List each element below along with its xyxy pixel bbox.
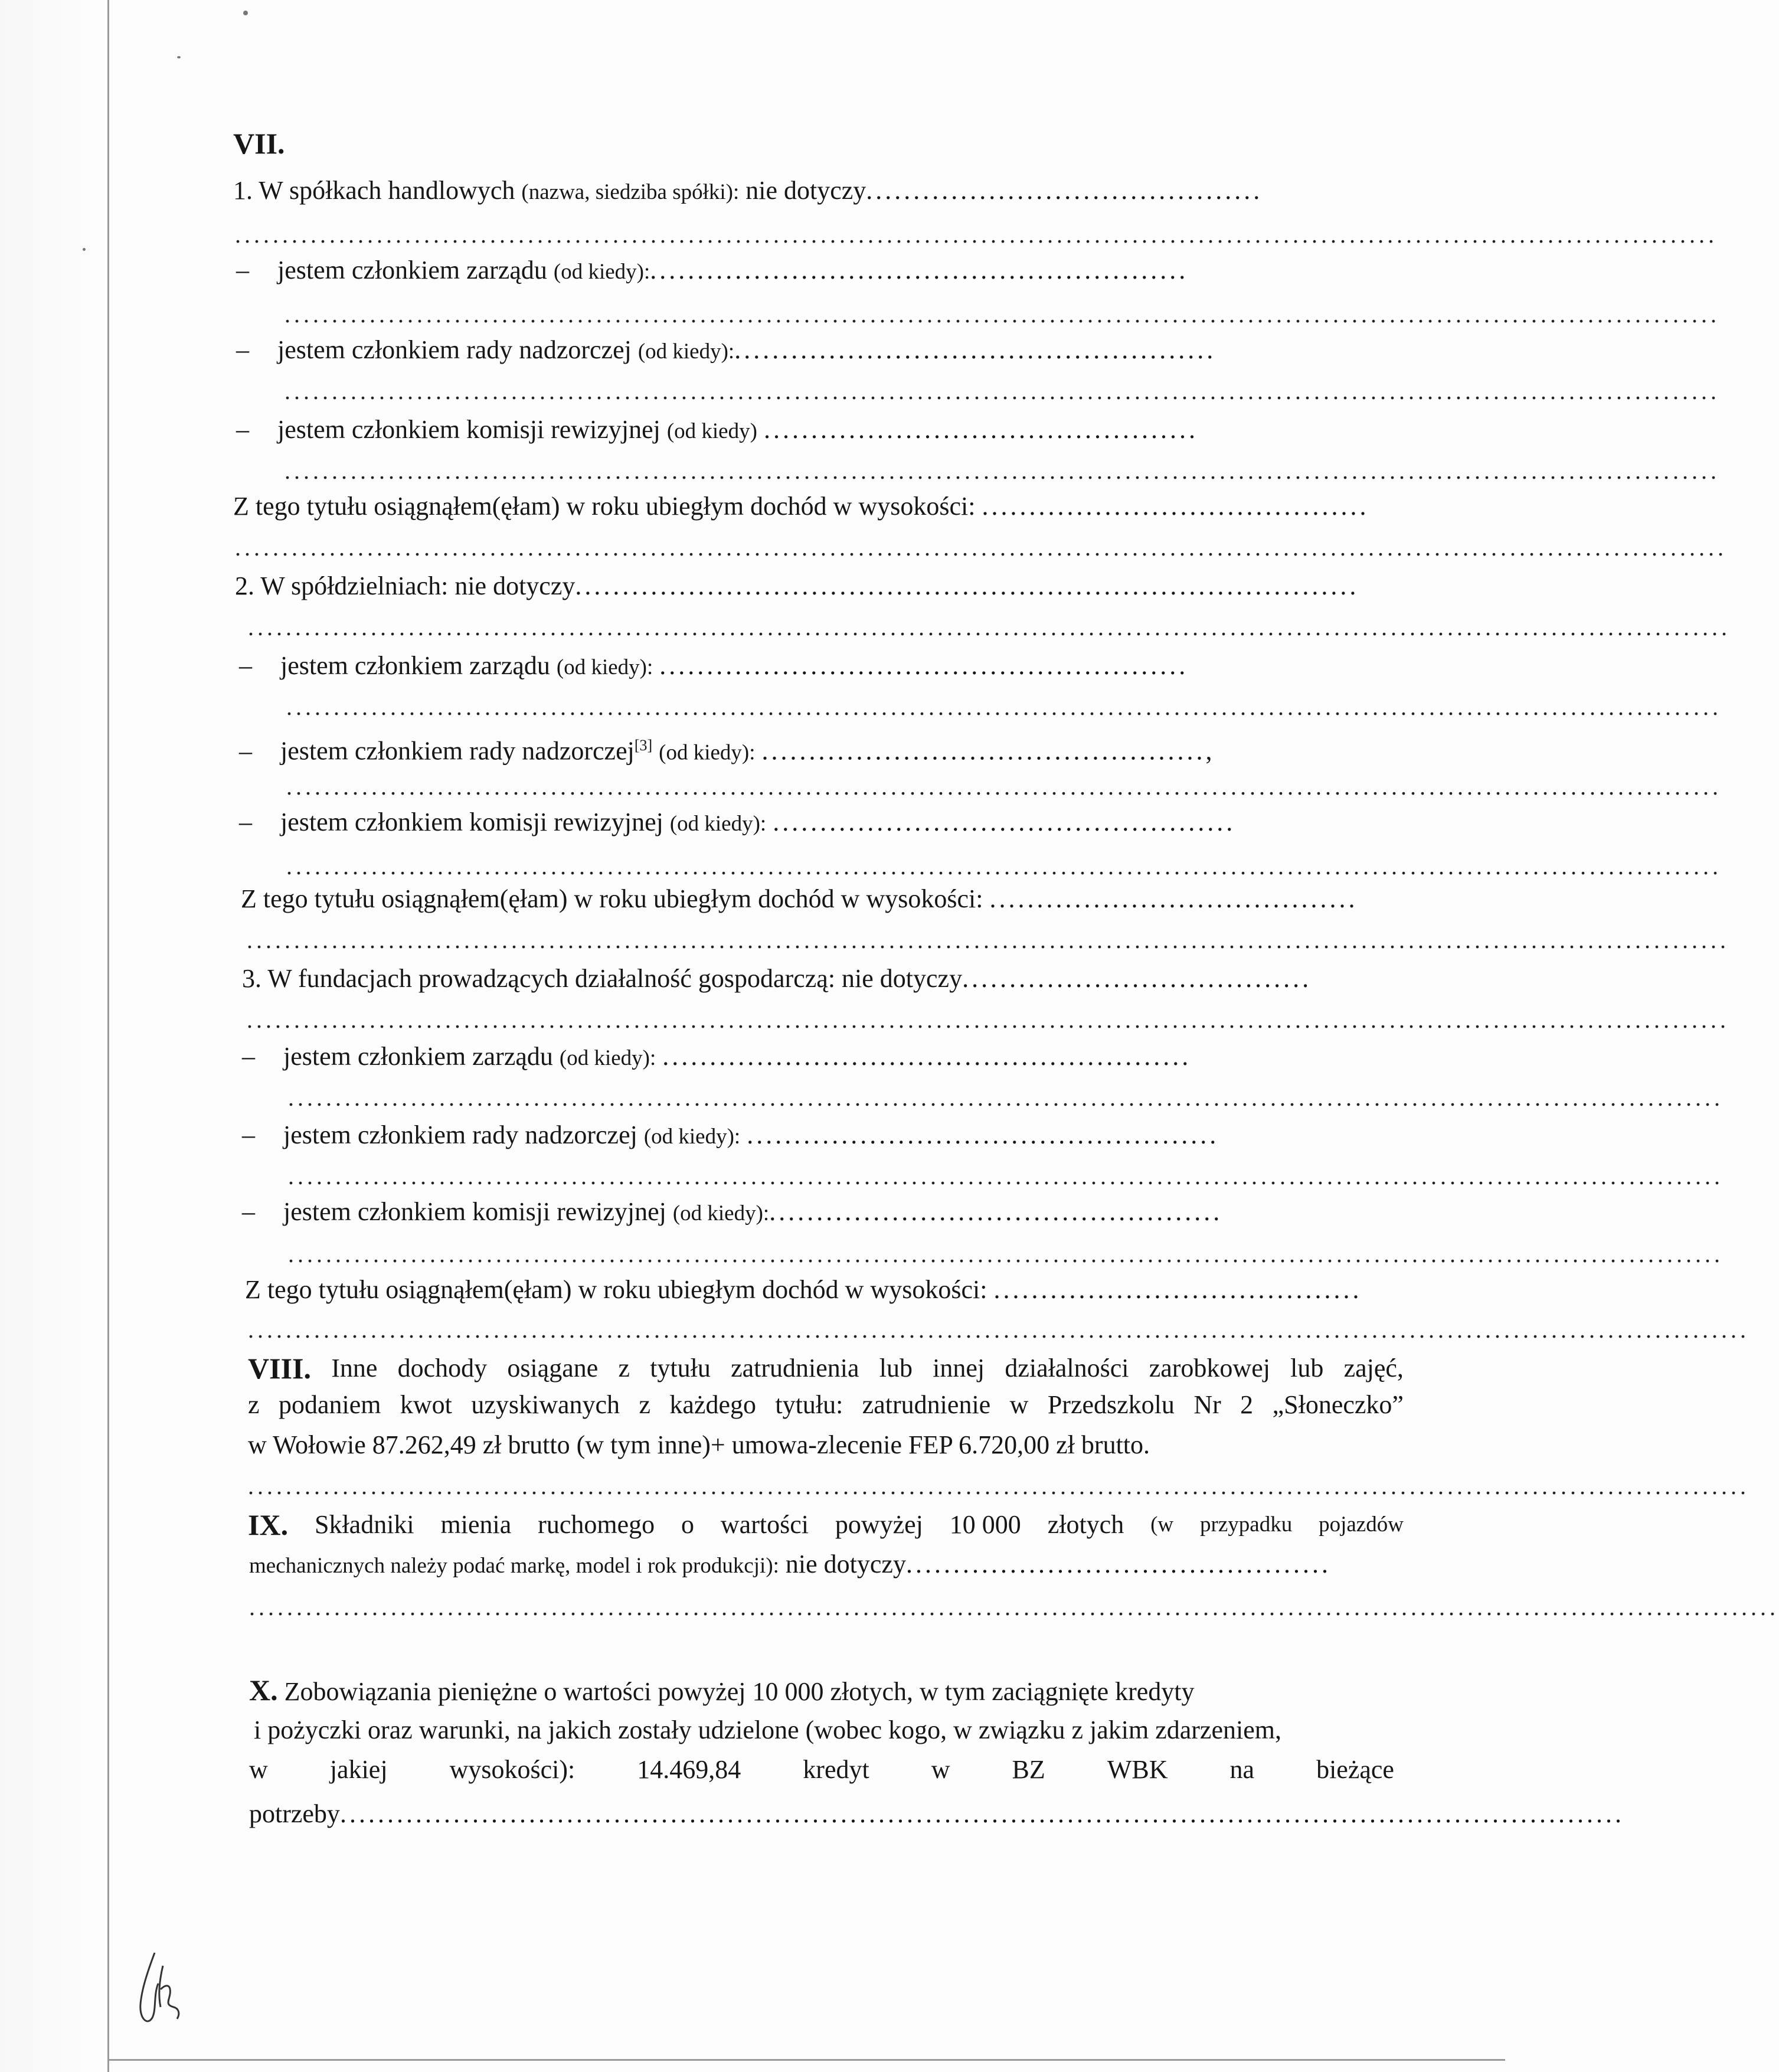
scan-border-bottom <box>107 2059 1505 2061</box>
word: Inne <box>331 1354 378 1383</box>
section-x-line-2: i pożyczki oraz warunki, na jakich zostały udzielone (wobec kogo, w związku z jakim zdarzeniem, <box>254 1715 1281 1744</box>
item-label: jestem członkiem zarządu <box>277 256 547 285</box>
dot-line: ............................................................................................................................................................. <box>247 1006 1729 1033</box>
ix-hint: mechanicznych należy podać markę, model i rok produkcji): <box>249 1554 779 1578</box>
dot-leader: ........................................................ <box>662 1042 1192 1071</box>
word: pojazdów <box>1319 1512 1404 1537</box>
section-vii-heading: VII. <box>233 127 285 160</box>
section-ix-line-1 <box>248 1508 1404 1541</box>
word: Przedszkolu <box>1047 1390 1175 1419</box>
p2-income-line <box>241 883 1358 916</box>
word: o <box>681 1510 694 1539</box>
word: dochody <box>397 1354 488 1383</box>
word: WBK <box>1107 1755 1168 1784</box>
word: 10 000 <box>949 1510 1021 1539</box>
dot-line: ........................................................................................................................................................ <box>286 694 1722 720</box>
point-3-value: nie dotyczy <box>842 964 963 993</box>
section-x-line-3 <box>249 1753 1394 1786</box>
word: w <box>931 1755 950 1784</box>
scan-speck <box>83 248 86 251</box>
p1-item-supervisory: – jestem członkiem rady nadzorczej (od kiedy):................................................... <box>236 335 1216 364</box>
word: złotych <box>1047 1510 1124 1539</box>
section-viii-heading: VIII. <box>248 1352 311 1385</box>
word: ruchomego <box>538 1510 655 1539</box>
p2-item-board: – jestem członkiem zarządu (od kiedy): ........................................................ <box>239 651 1189 680</box>
dot-leader: ..................................... <box>962 964 1312 993</box>
section-x-line-1 <box>249 1674 1195 1708</box>
word: kredyt <box>803 1755 869 1784</box>
word: w <box>249 1755 268 1784</box>
item-label: jestem członkiem komisji rewizyjnej <box>280 808 663 836</box>
dot-line: .............................................................................................................................................................. <box>235 534 1727 561</box>
dot-leader: ........................................................................................................................................ <box>339 1799 1624 1828</box>
p3-income-line <box>245 1273 1362 1306</box>
scan-speck <box>177 56 181 58</box>
word: z <box>639 1390 650 1419</box>
word: z <box>618 1354 630 1383</box>
word: w <box>1009 1390 1029 1419</box>
word: podaniem <box>278 1390 381 1419</box>
dot-line: ........................................................................................................................................................ <box>288 1163 1724 1189</box>
point-3-label: 3. W fundacjach prowadzących działalność gospodarczą: <box>242 964 836 993</box>
item-label: jestem członkiem komisji rewizyjnej <box>277 415 660 444</box>
scan-margin <box>0 0 106 2072</box>
item-hint: (od kiedy): <box>659 740 756 765</box>
word: BZ <box>1012 1755 1045 1784</box>
item-label: jestem członkiem zarządu <box>280 651 550 680</box>
p1-item-board: – jestem członkiem zarządu (od kiedy):......................................................... <box>236 256 1189 285</box>
item-hint: (od kiedy): <box>669 812 767 836</box>
scan-border-left <box>107 0 109 2072</box>
p2-item-audit: – jestem członkiem komisji rewizyjnej (od kiedy): ................................................. <box>239 808 1236 836</box>
section-vii-point-3 <box>242 962 1312 995</box>
dot-line: ........................................................................................................................................................ <box>286 773 1722 800</box>
section-viii-line-2 <box>248 1388 1404 1421</box>
word: z <box>248 1390 260 1419</box>
word: zatrudnienia <box>731 1354 859 1383</box>
section-x-heading: X. <box>249 1674 278 1707</box>
item-hint: (od kiedy): <box>672 1201 770 1225</box>
dot-leader: ................................................................................... <box>575 571 1359 600</box>
section-x-end: potrzeby <box>249 1799 340 1828</box>
dot-line: ............................................................................................................................................................. <box>247 927 1729 953</box>
word: tytułu: <box>775 1390 843 1419</box>
dot-leader: ................................................. <box>773 808 1236 836</box>
word: każdego <box>669 1390 756 1419</box>
section-x-text: Zobowiązania pieniężne o wartości powyżej 10 000 złotych, w tym zaciągnięte kredyty <box>284 1677 1195 1706</box>
dot-line: ............................................................................................................................................................... <box>248 1473 1749 1499</box>
dot-leader: ........................................................ <box>659 651 1189 680</box>
word: „Słoneczko” <box>1272 1390 1404 1419</box>
dot-leader: ................................................ <box>769 1197 1223 1226</box>
dot-leader: .................................................. <box>747 1120 1219 1149</box>
word: wysokości): <box>449 1755 575 1784</box>
dot-line: ............................................................................................................................................................... <box>248 1316 1749 1343</box>
word: bieżące <box>1316 1755 1394 1784</box>
dot-line: ........................................................................................................................................................ <box>288 1084 1724 1111</box>
p3-item-board: – jestem członkiem zarządu (od kiedy): ........................................................ <box>242 1042 1192 1071</box>
word: Składniki <box>314 1510 414 1539</box>
point-1-hint: (nazwa, siedziba spółki): <box>521 180 740 204</box>
dot-line: .................................................................................................................................................................. <box>249 1594 1779 1620</box>
word: lub <box>879 1354 913 1383</box>
section-ix-line-2 <box>249 1548 1331 1583</box>
dot-line: ............................................................................................................................................................. <box>235 221 1718 248</box>
section-vii-point-2 <box>235 570 1359 603</box>
dot-leader: ....................................... <box>989 884 1358 913</box>
word: przypadku <box>1200 1512 1293 1537</box>
dot-line: ............................................................................................................................................................. <box>248 614 1731 640</box>
item-hint: (od kiedy): <box>637 339 735 364</box>
p1-item-audit: – jestem członkiem komisji rewizyjnej (od kiedy) .............................................. <box>236 415 1198 444</box>
item-hint: (od kiedy): <box>553 260 650 284</box>
footnote-ref: [3] <box>634 737 653 754</box>
point-1-value: nie dotyczy <box>745 176 866 205</box>
dot-line: ........................................................................................................................................................ <box>284 378 1720 404</box>
dot-leader: .......................................... <box>866 176 1263 205</box>
word: Nr <box>1193 1390 1221 1419</box>
section-viii-line-3: w Wołowie 87.262,49 zł brutto (w tym inne)+ umowa-zlecenie FEP 6.720,00 zł brutto. <box>248 1430 1150 1459</box>
p1-income-line <box>233 490 1369 523</box>
p3-item-audit: – jestem członkiem komisji rewizyjnej (od kiedy):................................................ <box>242 1197 1223 1226</box>
section-x-line-4 <box>249 1798 1624 1831</box>
item-hint: (od kiedy) <box>666 419 757 443</box>
word: wartości <box>720 1510 809 1539</box>
dot-leader: ..............................................., <box>761 736 1215 766</box>
item-label: jestem członkiem zarządu <box>283 1042 553 1071</box>
dot-leader: ......................................................... <box>650 256 1189 285</box>
word: 2 <box>1240 1390 1254 1419</box>
word: (w <box>1150 1512 1174 1537</box>
word: zatrudnienie <box>862 1390 991 1419</box>
word: uzyskiwanych <box>471 1390 620 1419</box>
dot-leader: ............................................. <box>905 1550 1331 1578</box>
word: innej <box>933 1354 985 1383</box>
scan-speck <box>243 11 248 15</box>
income-label: Z tego tytułu osiągnąłem(ęłam) w roku ubiegłym dochód w wysokości: <box>245 1275 987 1304</box>
section-ix-value: nie dotyczy <box>785 1550 906 1578</box>
word: powyżej <box>835 1510 923 1539</box>
word: kwot <box>400 1390 452 1419</box>
point-1-label: 1. W spółkach handlowych <box>233 176 515 205</box>
item-label: jestem członkiem rady nadzorczej <box>277 335 632 364</box>
item-label: jestem członkiem komisji rewizyjnej <box>283 1197 666 1226</box>
word: lub <box>1290 1354 1324 1383</box>
dot-leader: ......................................... <box>982 492 1369 521</box>
word: zarobkowej <box>1149 1354 1270 1383</box>
word: działalności <box>1005 1354 1129 1383</box>
word: zajęć, <box>1343 1354 1404 1383</box>
income-label: Z tego tytułu osiągnąłem(ęłam) w roku ubiegłym dochód w wysokości: <box>241 884 983 913</box>
p3-item-supervisory: – jestem członkiem rady nadzorczej (od kiedy): .................................................. <box>242 1120 1219 1149</box>
income-label: Z tego tytułu osiągnąłem(ęłam) w roku ubiegłym dochód w wysokości: <box>233 492 976 521</box>
p2-item-supervisory: – jestem członkiem rady nadzorczej[3] (od kiedy): ..............................................., <box>239 736 1215 766</box>
word: jakiej <box>329 1755 388 1784</box>
dot-leader: .............................................. <box>763 415 1198 444</box>
word: na <box>1229 1755 1255 1784</box>
item-label: jestem członkiem rady nadzorczej <box>280 736 635 766</box>
handwritten-signature <box>124 1948 189 2031</box>
item-hint: (od kiedy): <box>556 655 653 679</box>
dot-line: ........................................................................................................................................................ <box>284 301 1720 328</box>
dot-line: ........................................................................................................................................................ <box>286 853 1722 880</box>
item-hint: (od kiedy): <box>559 1046 656 1070</box>
point-2-label: 2. W spółdzielniach: <box>235 571 449 600</box>
word: 14.469,84 <box>637 1755 741 1784</box>
word: tytułu <box>650 1354 711 1383</box>
dot-line: ........................................................................................................................................................ <box>288 1241 1724 1267</box>
dot-line: ........................................................................................................................................................ <box>284 457 1720 484</box>
word: osiągane <box>507 1354 599 1383</box>
point-2-value: nie dotyczy <box>454 571 575 600</box>
item-label: jestem członkiem rady nadzorczej <box>283 1120 637 1149</box>
item-hint: (od kiedy): <box>643 1125 741 1149</box>
section-ix-heading: IX. <box>248 1508 289 1541</box>
word: mienia <box>440 1510 512 1539</box>
section-viii-line-1 <box>248 1352 1404 1385</box>
section-vii-point-1 <box>233 174 1263 209</box>
dot-leader: ....................................... <box>993 1275 1362 1304</box>
dot-leader: ................................................... <box>734 335 1216 364</box>
